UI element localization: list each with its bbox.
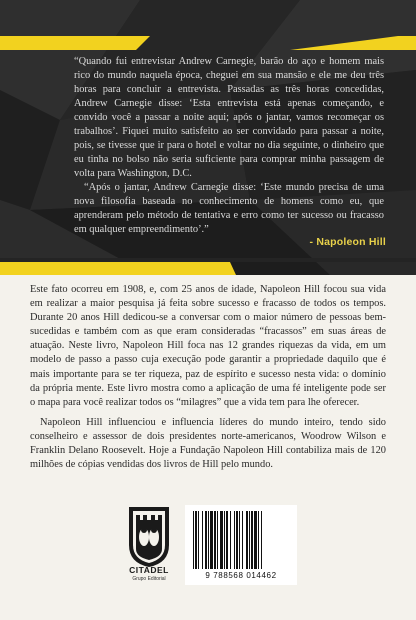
dark-quote-panel bbox=[0, 0, 416, 275]
description-paragraph-1: Este fato ocorreu em 1908, e, com 25 anos de idade, Napoleon Hill focou sua vida em realizar a maior pesquisa já feita sobre sucesso e fracasso de todos os tempos. Durante 20 anos Hill dedicou-se a conversar com o maior número de pessoas bem-sucedidas e também com as que eram consideradas “fracassos” em suas áreas de atuação. Neste livro, Napoleon Hill foca nas 12 grandes riquezas da vida, em um modelo de passo a passo cuja execução pode garantir a propriedade daquilo que é mais importante para se ter riqueza, paz de espírito e sucesso nesta vida: o domínio da própria mente. Este livro mostra como a aplicação de uma fé inteligente pode ser o mapa para você realizar todos os “milagres” que a vida tem para lhe oferecer. bbox=[30, 284, 386, 408]
publisher-wordmark bbox=[123, 565, 175, 582]
yellow-stripe-bottom bbox=[0, 258, 416, 275]
publisher-name: CITADEL bbox=[129, 565, 169, 575]
description-block bbox=[30, 283, 386, 472]
quote-block bbox=[74, 55, 384, 237]
quote-paragraph-2: “Após o jantar, Andrew Carnegie disse: ‘Este mundo precisa de uma nova filosofia baseada no conhecimento de homens como eu, que aprenderam pelo método de tentativa e erro como ter sucesso ou fracasso em qualquer empreendimento’.” bbox=[74, 182, 384, 235]
isbn-number: 9 788568 014462 bbox=[205, 571, 277, 580]
isbn-barcode bbox=[185, 505, 297, 585]
publisher-subtitle: Grupo Editorial bbox=[132, 576, 166, 582]
quote-paragraph-1: “Quando fui entrevistar Andrew Carnegie, barão do aço e homem mais rico do mundo naquela época, cheguei em sua mansão e ele me deu três horas para concluir a entrevista. Passadas as três horas concedidas, Andrew Carnegie disse: ‘Esta entrevista está apenas começando, e convido você a passar a noite aqui; após o jantar, vamos recomeçar os trabalhos’. Fiquei muito satisfeito ao ser convidado para passar a noite, pois, se tivesse que ir para o hotel e voltar no dia seguinte, o dinheiro que eu tinha no bolso não seria suficiente para comprar minha passagem de volta para Washington, D.C. bbox=[74, 56, 384, 179]
barcode-bars bbox=[193, 511, 289, 569]
quote-attribution: - Napoleon Hill bbox=[309, 236, 386, 248]
citadel-logo-icon bbox=[123, 505, 175, 569]
yellow-stripe-top bbox=[0, 36, 416, 52]
description-paragraph-2: Napoleon Hill influenciou e influencia líderes do mundo inteiro, tendo sido conselheiro e assessor de dois presidentes norte-americanos, Woodrow Wilson e Franklin Delano Roosevelt. Hoje a Fundação Napoleon Hill contabiliza mais de 120 milhões de cópias vendidas dos livros de Hill pelo mundo. bbox=[30, 416, 386, 471]
